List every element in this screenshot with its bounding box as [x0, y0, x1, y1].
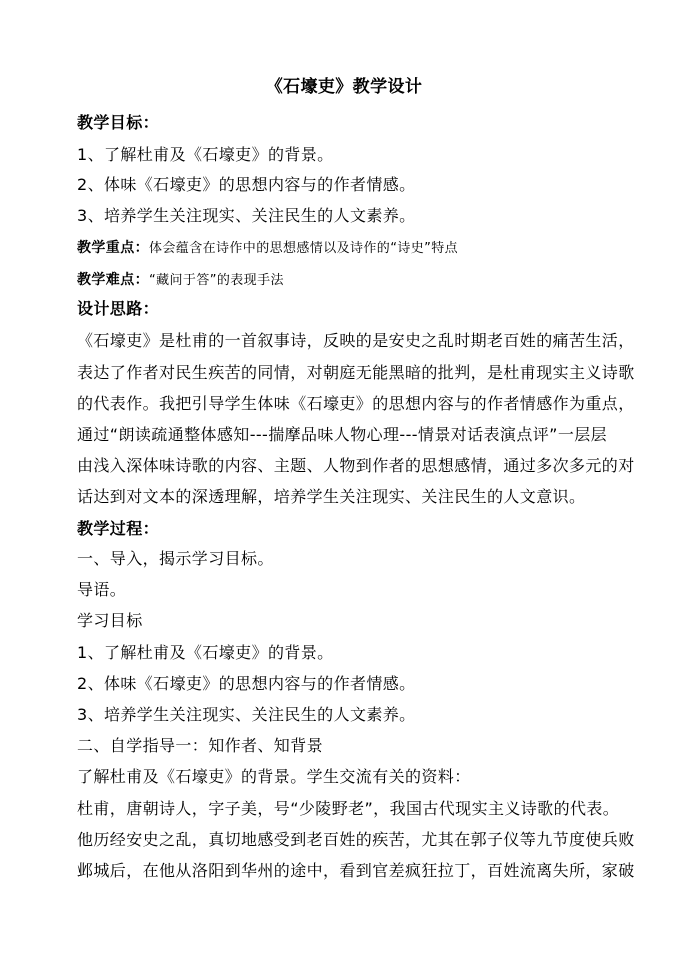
- design-line: 通过“朗读疏通整体感知---揣摩品味人物心理---情景对话表演点评”一层层: [77, 425, 608, 444]
- goal-item: 1、了解杜甫及《石壕吏》的背景。: [77, 145, 334, 164]
- process-line: 2、体味《石壕吏》的思想内容与的作者情感。: [77, 674, 416, 693]
- goal-item: 2、体味《石壕吏》的思想内容与的作者情感。: [77, 175, 416, 194]
- process-line: 邺城后，在他从洛阳到华州的途中，看到官差疯狂拉丁，百姓流离失所，家破: [77, 861, 635, 880]
- design-line: 的代表作。我把引导学生体味《石壕吏》的思想内容与的作者情感作为重点，: [77, 394, 635, 413]
- process-line: 了解杜甫及《石壕吏》的背景。学生交流有关的资料：: [77, 767, 471, 786]
- process-line: 学习目标: [77, 611, 143, 630]
- difficulty-label: 教学难点：: [77, 272, 149, 288]
- process-heading: 教学过程：: [77, 519, 160, 538]
- process-line: 导语。: [77, 580, 127, 599]
- design-line: 话达到对文本的深透理解，培养学生关注现实、关注民生的人文意识。: [77, 487, 586, 506]
- key-point-text: 体会蕴含在诗作中的思想感情以及诗作的“诗史”特点: [149, 241, 459, 256]
- design-line: 《石壕吏》是杜甫的一首叙事诗，反映的是安史之乱时期老百姓的痛苦生活，: [77, 331, 635, 350]
- process-line: 3、培养学生关注现实、关注民生的人文素养。: [77, 705, 416, 724]
- key-point-label: 教学重点：: [77, 240, 149, 256]
- design-line: 表达了作者对民生疾苦的同情，对朝庭无能黑暗的批判，是杜甫现实主义诗歌: [77, 363, 635, 382]
- key-point-line: [77, 237, 458, 259]
- process-line: 杜甫，唐朝诗人，字子美，号“少陵野老”，我国古代现实主义诗歌的代表。: [77, 799, 620, 818]
- difficulty-line: [77, 269, 284, 291]
- process-line: 1、了解杜甫及《石壕吏》的背景。: [77, 643, 334, 662]
- goal-item: 3、培养学生关注现实、关注民生的人文素养。: [77, 206, 416, 225]
- design-heading: 设计思路：: [77, 299, 160, 318]
- page-title: 《石壕吏》教学设计: [265, 77, 423, 97]
- design-line: 由浅入深体味诗歌的内容、主题、人物到作者的思想感情，通过多次多元的对: [77, 456, 635, 475]
- goals-heading: 教学目标：: [77, 113, 160, 132]
- process-line: 他历经安史之乱，真切地感受到老百姓的疾苦，尤其在郭子仪等九节度使兵败: [77, 830, 635, 849]
- process-line: 二、自学指导一：知作者、知背景: [77, 736, 324, 755]
- process-line: 一、导入，揭示学习目标。: [77, 549, 274, 568]
- difficulty-text: “藏问于答”的表现手法: [149, 273, 284, 288]
